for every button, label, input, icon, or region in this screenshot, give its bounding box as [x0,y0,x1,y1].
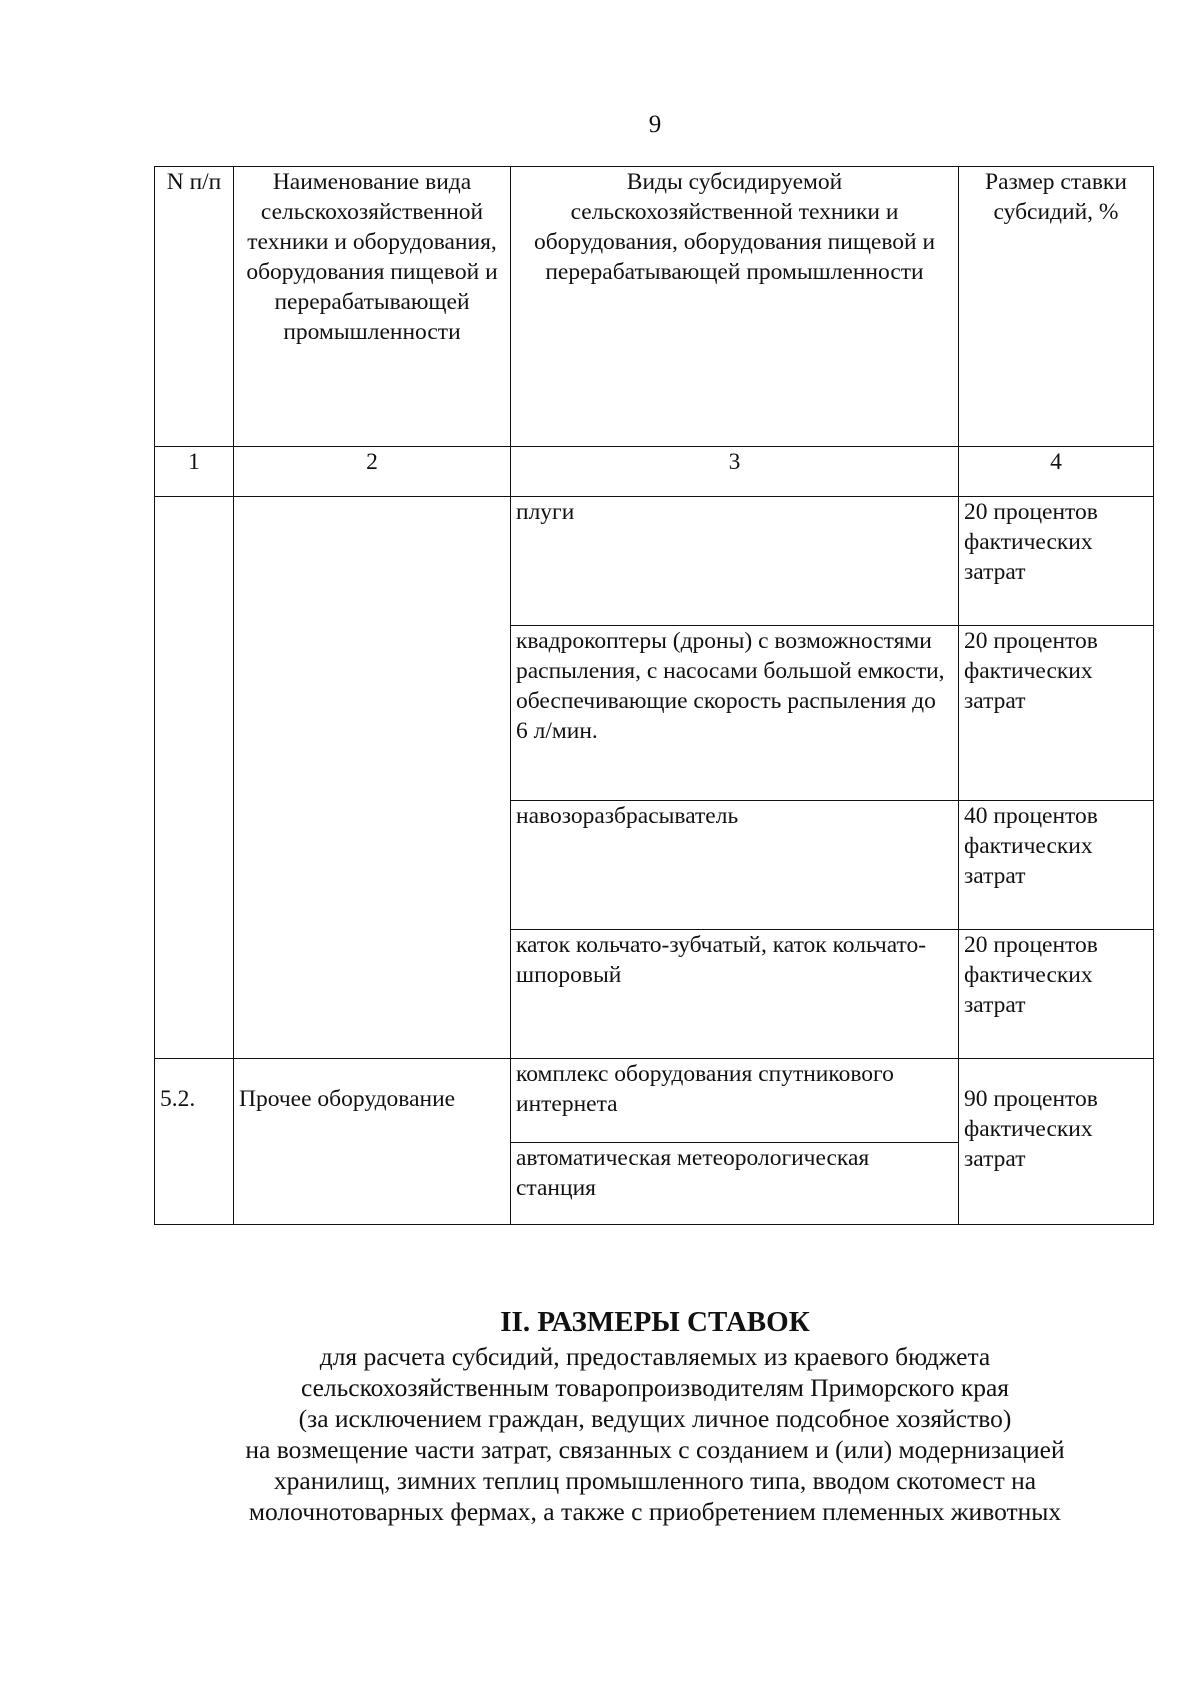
section-title: II. РАЗМЕРЫ СТАВОК [500,1306,810,1338]
header-category-name: Наименование вида сельскохозяйственной техники и оборудования, оборудования пищевой и перерабатывающей промышленности [234,167,511,447]
subsidy-rates-table [154,166,1154,1225]
column-number-4: 4 [959,447,1154,497]
equipment-type-cell: каток кольчато-зубчатый, каток кольчато-шпоровый [511,930,959,1059]
group-number-cell: 5.2. [155,1059,234,1225]
header-number: N п/п [155,167,234,447]
group-name-cell: Прочее оборудование [234,1059,511,1225]
group-rate-cell: 90 процентов фактических затрат [959,1059,1154,1225]
rate-cell: 20 процентов фактических затрат [959,497,1154,626]
section-subtitle-line: сельскохозяйственным товаропроизводителям Приморского края [300,1373,1010,1402]
section-subtitle-line: для расчета субсидий, предоставляемых из краевого бюджета [319,1342,991,1371]
section-subtitle-line: (за исключением граждан, ведущих личное подсобное хозяйство) [298,1404,1012,1433]
equipment-type-cell: комплекс оборудования спутникового интернета [511,1059,959,1143]
column-number-2: 2 [234,447,511,497]
table-header-row [155,167,1154,447]
rate-cell: 20 процентов фактических затрат [959,626,1154,801]
section-subtitle-line: хранилищ, зимних теплиц промышленного типа, вводом скотомест на [273,1466,1037,1495]
continued-number-cell [155,497,234,1059]
equipment-type-cell: навозоразбрасыватель [511,801,959,930]
page-number: 9 [648,111,662,138]
rate-cell: 20 процентов фактических затрат [959,930,1154,1059]
table-row [155,1059,1154,1143]
header-equipment-types: Виды субсидируемой сельскохозяйственной техники и оборудования, оборудования пищевой и перерабатывающей промышленности [511,167,959,447]
column-number-row [155,447,1154,497]
section-heading [0,1305,1200,1527]
column-number-1: 1 [155,447,234,497]
equipment-type-cell: автоматическая метеорологическая станция [511,1143,959,1225]
equipment-type-cell: плуги [511,497,959,626]
header-rate: Размер ставки субсидий, % [959,167,1154,447]
continued-category-cell [234,497,511,1059]
rate-cell: 40 процентов фактических затрат [959,801,1154,930]
section-subtitle-line: на возмещение части затрат, связанных с созданием и (или) модернизацией [245,1435,1065,1464]
equipment-type-cell: квадрокоптеры (дроны) с возможностями распыления, с насосами большой емкости, обеспечивающие скорость распыления до 6 л/мин. [511,626,959,801]
column-number-3: 3 [511,447,959,497]
table-row [155,497,1154,626]
section-subtitle-line: молочнотоварных фермах, а также с приобретением племенных животных [248,1497,1062,1526]
